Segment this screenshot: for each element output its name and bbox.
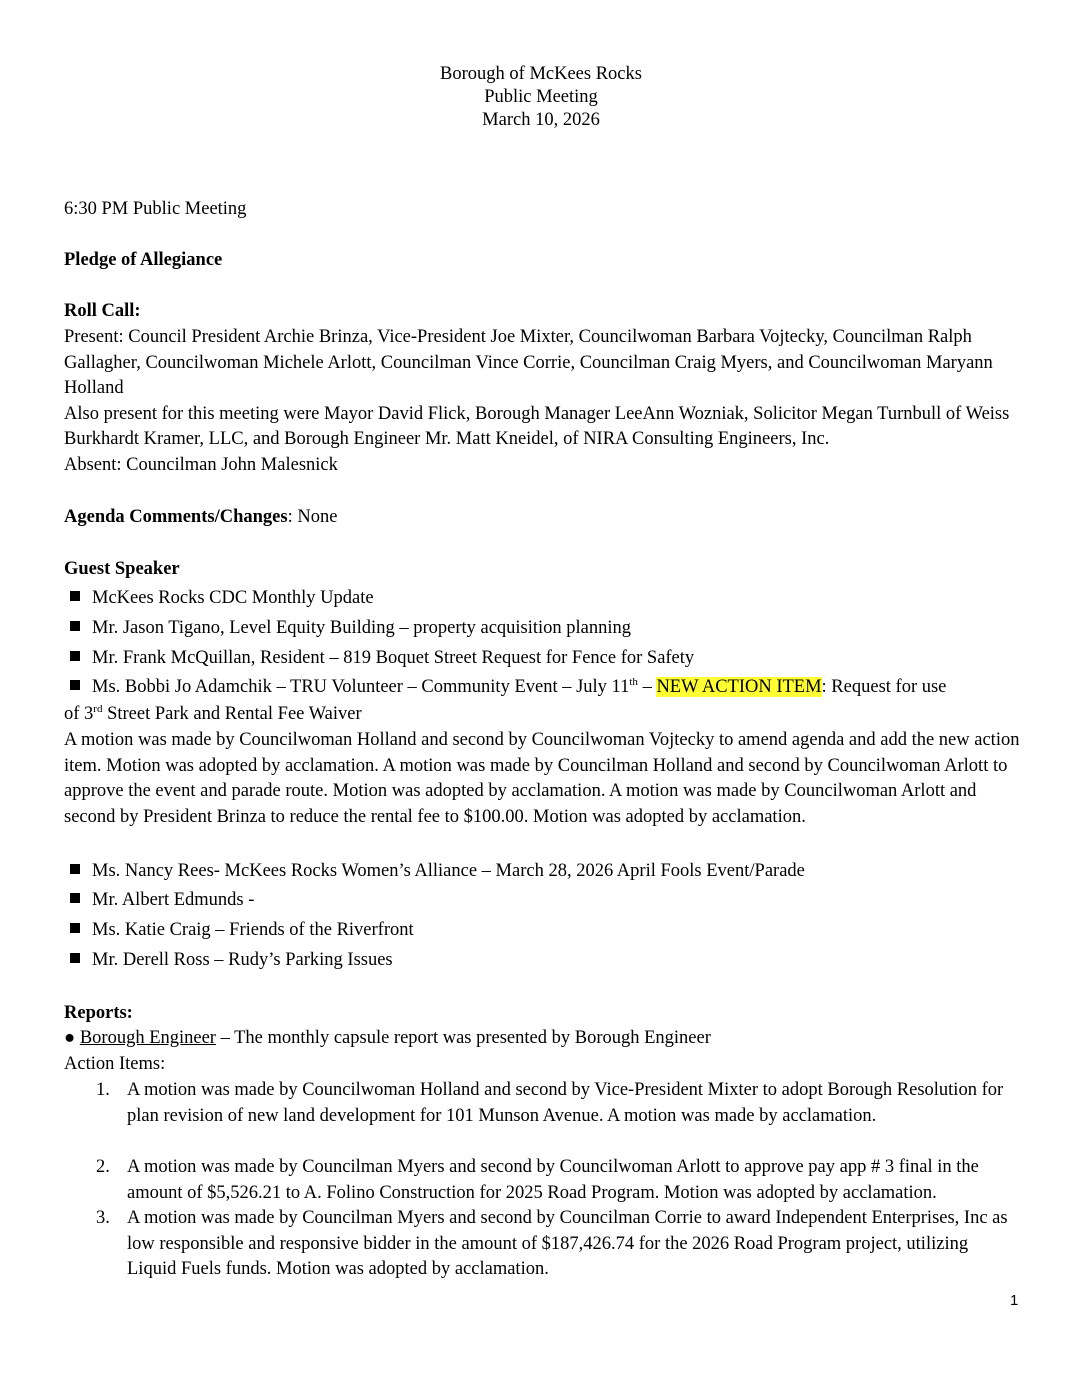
list-item: Ms. Nancy Rees- McKees Rocks Women’s Alliance – March 28, 2026 April Fools Event/Parade — [70, 859, 805, 885]
engineer-label: Borough Engineer — [79, 1028, 216, 1048]
square-bullet-icon — [70, 923, 80, 933]
action-item-text: A motion was made by Councilman Myers and second by Councilwoman Arlott to approve pay app # 3 final in the amount of $5,526.21 to A. Folino Construction for 2025 Road Program. Motion was adopted by acclamation. — [127, 1157, 979, 1203]
roll-call-also-present: Also present for this meeting were Mayor David Flick, Borough Manager LeeAnn Wozniak, Solicitor Megan Turnbull of Weiss Burkhardt Kramer, LLC, and Borough Engineer Mr. Matt Kneidel, of NIRA Consulting Engineers, Inc. — [64, 403, 1010, 450]
adamchik-continuation: of 3rd Street Park and Rental Fee Waiver — [64, 703, 362, 724]
square-bullet-icon — [70, 680, 80, 690]
guest-speaker-heading: Guest Speaker — [64, 559, 180, 579]
action-item-number: 3. — [96, 1208, 110, 1228]
square-bullet-icon — [70, 651, 80, 661]
list-item-adamchik: Ms. Bobbi Jo Adamchik – TRU Volunteer – Community Event – July 11th – NEW ACTION ITEM: Request for use — [70, 675, 946, 701]
agenda-value: : None — [287, 507, 338, 527]
action-items-label: Action Items: — [64, 1054, 166, 1074]
reports-heading: Reports: — [64, 1003, 133, 1023]
action-item-text: A motion was made by Councilwoman Holland and second by Vice-President Mixter to adopt Borough Resolution for plan revision of new land development for 101 Munson Avenue. A motion was made by acclamation. — [127, 1080, 1004, 1126]
list-item: Mr. Frank McQuillan, Resident – 819 Boquet Street Request for Fence for Safety — [70, 646, 694, 672]
list-item: Ms. Katie Craig – Friends of the Riverfront — [70, 918, 414, 944]
round-bullet-icon: ● — [64, 1028, 76, 1048]
roll-call-present: Present: Council President Archie Brinza, Vice-President Joe Mixter, Councilwoman Barbara Vojtecky, Councilman Ralph Gallagher, Councilwoman Michele Arlott, Councilman Vince Corrie, Councilman Craig Myers, and Councilwoman Maryann Holland — [64, 327, 993, 399]
meeting-date: March 10, 2026 — [482, 110, 600, 130]
org-name: Borough of McKees Rocks — [440, 64, 642, 84]
agenda-label: Agenda Comments/Changes — [64, 507, 288, 527]
square-bullet-icon — [70, 893, 80, 903]
square-bullet-icon — [70, 953, 80, 963]
square-bullet-icon — [70, 621, 80, 631]
document-header — [0, 63, 1082, 132]
action-item-number: 1. — [96, 1080, 110, 1100]
roll-call-heading: Roll Call: — [64, 301, 141, 321]
square-bullet-icon — [70, 591, 80, 601]
agenda-comments — [64, 505, 1024, 531]
new-action-item-highlight: NEW ACTION ITEM — [656, 677, 822, 697]
meeting-start: 6:30 PM Public Meeting — [64, 199, 247, 219]
action-item-number: 2. — [96, 1157, 110, 1177]
engineer-report: ● Borough Engineer – The monthly capsule report was presented by Borough Engineer — [64, 1028, 711, 1048]
pledge-heading: Pledge of Allegiance — [64, 250, 223, 270]
guest-motion-paragraph: A motion was made by Councilwoman Holland and second by Councilwoman Vojtecky to amend agenda and add the new action item. Motion was adopted by acclamation. A motion was made by Councilman Holland and second by Councilwoman Arlott to approve the event and parade route. Motion was adopted by acclamation. A motion was made by Councilwoman Arlott and second by President Brinza to reduce the rental fee to $100.00. Motion was adopted by acclamation. — [64, 730, 1020, 827]
roll-call-absent: Absent: Councilman John Malesnick — [64, 454, 338, 475]
list-item: Mr. Derell Ross – Rudy’s Parking Issues — [70, 948, 393, 974]
action-item-text: A motion was made by Councilman Myers and second by Councilman Corrie to award Independent Enterprises, Inc as low responsible and responsive bidder in the amount of $187,426.74 for the 2026 Road Program project, utilizing Liquid Fuels funds. Motion was adopted by acclamation. — [127, 1208, 1008, 1280]
meeting-type: Public Meeting — [484, 87, 598, 107]
list-item: McKees Rocks CDC Monthly Update — [70, 586, 374, 612]
list-item: Mr. Albert Edmunds - — [70, 888, 254, 914]
roll-call-section — [64, 325, 1024, 479]
square-bullet-icon — [70, 864, 80, 874]
list-item: Mr. Jason Tigano, Level Equity Building – property acquisition planning — [70, 616, 631, 642]
page-number: 1 — [1010, 1292, 1019, 1309]
